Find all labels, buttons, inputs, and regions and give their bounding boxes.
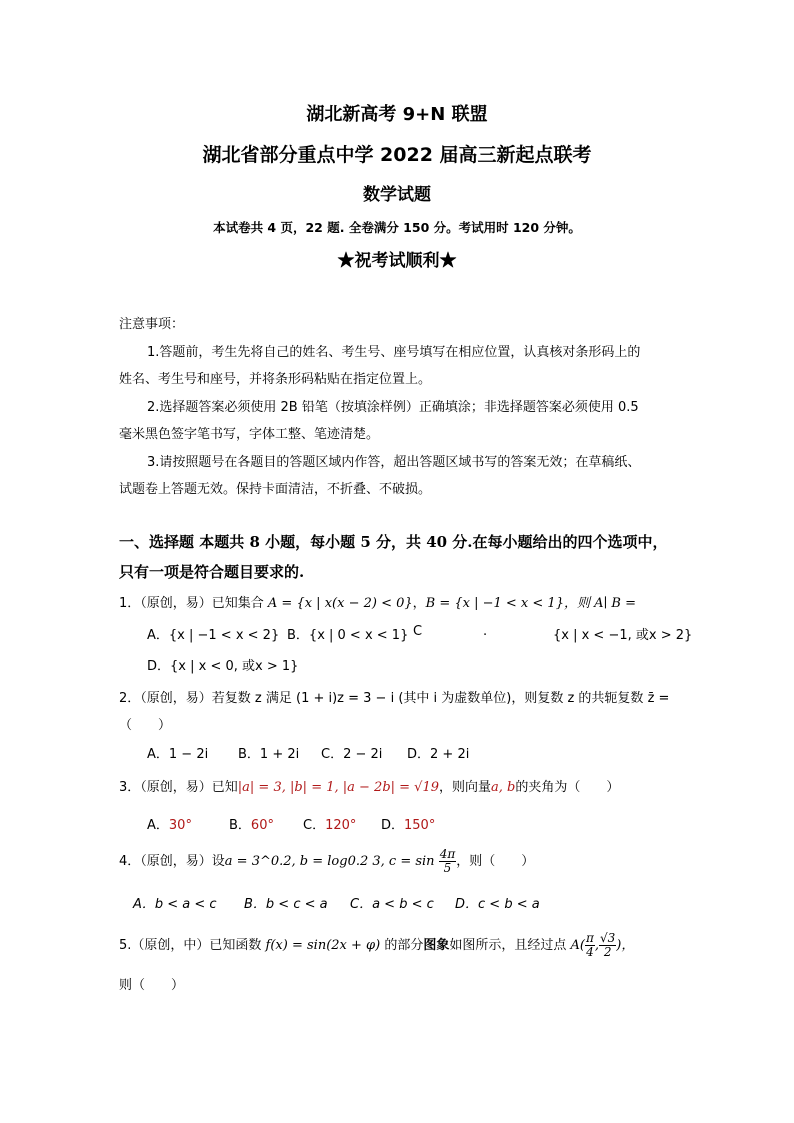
q5-point-end: )， (616, 938, 635, 953)
note-1-line-2: 姓名、考生号和座号，并将条形码粘贴在指定位置上。 (119, 372, 432, 387)
q1-option-c-label: C (413, 624, 423, 639)
q4-option-a: A．b < a < c (133, 897, 217, 912)
q3-option-d (381, 814, 435, 833)
exam-title: 湖北省部分重点中学 2022 届高三新起点联考 (202, 144, 592, 166)
q1-ask: ，则 A∣ B = (563, 596, 636, 611)
q4-expression: a = 3^0.2, b = log0.2 3, c = sin (224, 854, 435, 869)
q3-prefix: 3．（原创，易）已知 (119, 780, 238, 795)
q5-mid: 的部分 (380, 938, 424, 953)
q5-function: f(x) = sin(2x + φ) (265, 938, 381, 953)
q3-mid: ，则向量 (439, 780, 492, 795)
q4-option-d: D．c < b < a (455, 897, 540, 912)
q2-option-a: A．1 − 2i (147, 747, 209, 762)
q5-point-label: A( (570, 938, 585, 953)
q4-fraction (439, 848, 457, 875)
q2-option-d: D．2 + 2i (407, 747, 470, 762)
question-4-stem (119, 848, 534, 875)
q1-option-b: B．{x | 0 < x < 1} (287, 628, 409, 643)
q3-option-a-value: 30° (168, 818, 192, 833)
q5-line-2: 则（ ） (119, 978, 185, 993)
question-3-stem (119, 776, 619, 795)
q3-option-c (303, 814, 356, 833)
q3-vectors: a, b (491, 780, 516, 795)
q1-option-a: A．{x | −1 < x < 2} (147, 628, 280, 643)
exam-info: 本试卷共 4 页，22 题. 全卷满分 150 分。考试用时 120 分钟。 (213, 220, 581, 235)
q1-option-d: D．{x | x < 0, 或x > 1} (147, 659, 299, 674)
note-3-line-2: 试题卷上答题无效。保持卡面清洁，不折叠、不破损。 (119, 482, 432, 497)
q1-prefix: 1．（原创，易）已知集合 (119, 596, 268, 611)
q5-suffix: 如图所示，且经过点 (449, 938, 571, 953)
q4-fraction-den: 5 (443, 861, 452, 875)
q3-option-b (229, 814, 274, 833)
q5-point-y-den: 2 (603, 945, 612, 959)
alliance-title: 湖北新高考 9+N 联盟 (306, 104, 488, 125)
q4-prefix: 4．（原创，易）设 (119, 854, 225, 869)
question-2-stem: 2．（原创，易）若复数 z 满足 (1 + i)z = 3 − i (其中 i 为虚数单位)，则复数 z 的共轭复数 z̄ = (119, 691, 670, 706)
section-1-heading-line-1: 一、选择题 本题共 8 小题，每小题 5 分，共 40 分.在每小题给出的四个选项中， (119, 533, 668, 551)
q1-set-b: B = {x | −1 < x < 1} (425, 596, 564, 611)
q2-option-b: B．1 + 2i (238, 747, 300, 762)
section-1-heading-line-2: 只有一项是符合题目要求的. (119, 563, 305, 581)
q4-option-b: B．b < c < a (244, 897, 328, 912)
q3-option-c-label: C． (303, 818, 326, 833)
note-2-line-1: 2.选择题答案必须使用 2B 铅笔（按填涂样例）正确填涂；非选择题答案必须使用 0.5 (147, 400, 639, 415)
q4-suffix: ，则（ ） (456, 854, 535, 869)
q4-option-c: C．a < b < c (350, 897, 434, 912)
note-2-line-2: 毫米黑色签字笔书写，字体工整、笔迹清楚。 (119, 427, 380, 442)
q1-sep: ， (412, 596, 426, 611)
notes-title: 注意事项： (119, 317, 185, 332)
q5-prefix: 5.（原创，中）已知函数 (119, 938, 266, 953)
q1-set-a: A = {x | x(x − 2) < 0} (267, 596, 413, 611)
q3-option-d-label: D． (381, 818, 405, 833)
q1-option-c-value: {x | x < −1, 或x > 2} (553, 628, 693, 643)
q5-point-y (599, 932, 616, 959)
q3-option-a-label: A． (147, 818, 169, 833)
question-1-stem (119, 592, 636, 611)
q2-option-c: C．2 − 2i (321, 747, 383, 762)
q3-option-b-value: 60° (250, 818, 274, 833)
q4-fraction-num: 4π (439, 847, 456, 861)
q1-option-c-dot: . (483, 624, 488, 639)
question-5-stem: 5.（原创，中）已知函数 f(x) = sin(2x + φ) 的部分图象如图所示，且经过点 A( $\frac{\pi}{4}$ , $\frac{√3}{2}$ )， (119, 931, 635, 959)
q5-point-x (585, 932, 595, 959)
q3-option-d-value: 150° (404, 818, 436, 833)
subject-title: 数学试题 (363, 185, 431, 205)
q5-bold-word: 图象 (423, 938, 450, 953)
note-1-line-1: 1.答题前，考生先将自己的姓名、考生号、座号填写在相应位置，认真核对条形码上的 (147, 345, 641, 360)
good-luck-wish: ★祝考试顺利★ (337, 251, 457, 271)
q5-point-x-num: π (585, 931, 594, 945)
q3-option-b-label: B． (229, 818, 251, 833)
q3-option-a (147, 814, 192, 833)
note-3-line-1: 3.请按照题号在各题目的答题区域内作答，超出答题区域书写的答案无效；在草稿纸、 (147, 455, 641, 470)
q3-condition: |a| = 3, |b| = 1, |a − 2b| = √19 (237, 780, 440, 795)
q3-suffix: 的夹角为（ ） (515, 780, 620, 795)
q5-point-y-num: √3 (600, 931, 616, 945)
q5-point-x-den: 4 (586, 945, 594, 959)
q2-answer-paren: （ ） (119, 718, 172, 733)
q3-option-c-value: 120° (325, 818, 357, 833)
